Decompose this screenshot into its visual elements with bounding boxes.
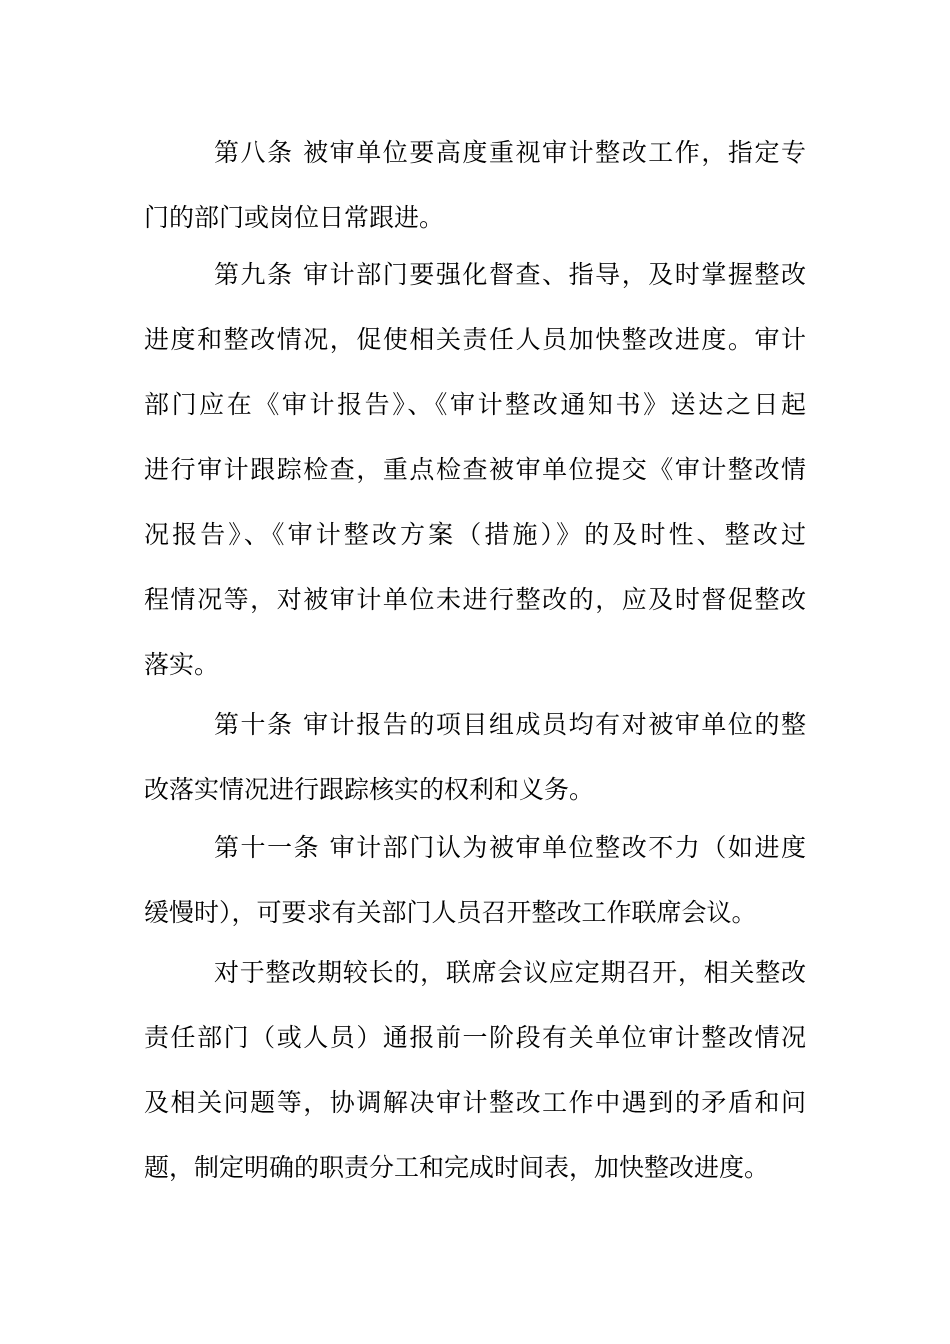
text-line: 及相关问题等，协调解决审计整改工作中遇到的矛盾和问 xyxy=(144,1088,806,1117)
text-line: 第十一条 审计部门认为被审单位整改不力（如进度 xyxy=(214,833,806,862)
text-line: 第八条 被审单位要高度重视审计整改工作，指定专 xyxy=(214,138,806,167)
text-line: 第十条 审计报告的项目组成员均有对被审单位的整 xyxy=(214,710,806,739)
paragraph-article-10 xyxy=(144,692,806,822)
text-line: 题，制定明确的职责分工和完成时间表，加快整改进度。 xyxy=(144,1153,770,1182)
text-line: 改落实情况进行跟踪核实的权利和义务。 xyxy=(144,775,595,804)
text-line: 对于整改期较长的，联席会议应定期召开，相关整改 xyxy=(214,958,806,987)
text-line: 责任部门（或人员）通报前一阶段有关单位审计整改情况 xyxy=(144,1023,806,1052)
paragraph-article-9 xyxy=(144,242,806,697)
paragraph-article-11 xyxy=(144,815,806,945)
text-line: 第九条 审计部门要强化督查、指导，及时掌握整改 xyxy=(214,260,806,289)
text-line: 进行审计跟踪检查，重点检查被审单位提交《审计整改情 xyxy=(144,455,806,484)
text-line: 部门应在《审计报告》、《审计整改通知书》送达之日起 xyxy=(144,390,806,419)
text-line: 门的部门或岗位日常跟进。 xyxy=(144,203,445,232)
text-line: 况报告》、《审计整改方案（措施）》的及时性、整改过 xyxy=(144,520,806,549)
paragraph-article-8 xyxy=(144,120,806,250)
paragraph-joint-meeting xyxy=(144,940,806,1200)
text-line: 落实。 xyxy=(144,650,220,679)
text-line: 进度和整改情况，促使相关责任人员加快整改进度。审计 xyxy=(144,325,806,354)
text-line: 缓慢时），可要求有关部门人员召开整改工作联席会议。 xyxy=(144,898,757,927)
text-line: 程情况等，对被审计单位未进行整改的，应及时督促整改 xyxy=(144,585,806,614)
